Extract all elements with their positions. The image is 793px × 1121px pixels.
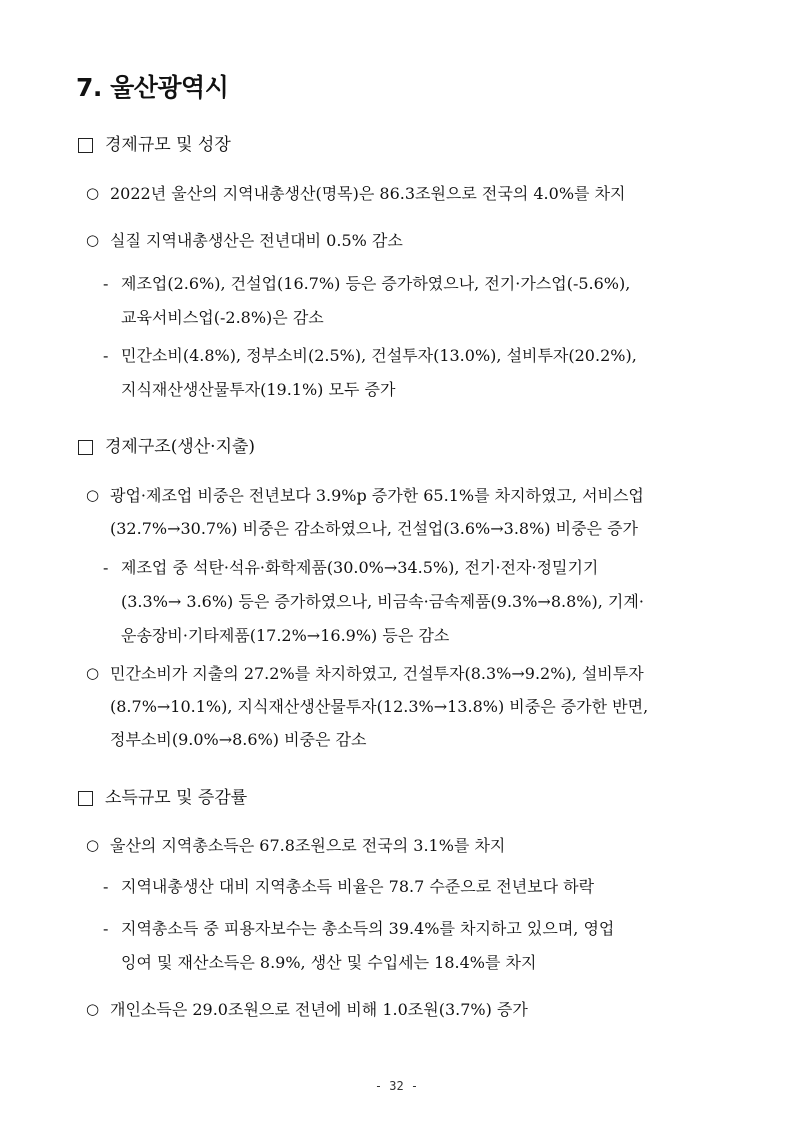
checkbox-square-icon [78, 791, 93, 806]
dash-text: 운송장비·기타제품(17.2%→16.9%) 등은 감소 [121, 626, 450, 645]
section-heading-income-scale [78, 786, 247, 810]
section-heading-text: 경제규모 및 성장 [105, 135, 231, 155]
section-heading-economy-scale [78, 133, 231, 157]
circle-bullet-icon: ○ [86, 836, 100, 854]
dash-item [103, 551, 725, 653]
dash-text: 지역총소득 중 피용자보수는 총소득의 39.4%를 차지하고 있으며, 영업 [121, 919, 615, 938]
dash-item [103, 912, 725, 980]
page-title: 7. 울산광역시 [76, 73, 229, 102]
checkbox-square-icon [78, 440, 93, 455]
circle-bullet-icon: ○ [86, 184, 100, 202]
circle-bullet-icon: ○ [86, 231, 100, 249]
bullet-item [86, 993, 726, 1026]
page-number: - 32 - [374, 1079, 419, 1093]
dash-marker: - [103, 346, 109, 365]
section-heading-economy-structure [78, 435, 255, 459]
circle-bullet-icon: ○ [86, 486, 100, 504]
dash-text: 제조업(2.6%), 건설업(16.7%) 등은 증가하였으나, 전기·가스업(-5.6%), [121, 274, 631, 293]
section-heading-text: 소득규모 및 증감률 [105, 788, 248, 808]
bullet-text: 개인소득은 29.0조원으로 전년에 비해 1.0조원(3.7%) 증가 [110, 1000, 528, 1019]
checkbox-square-icon [78, 138, 93, 153]
dash-item [103, 339, 725, 407]
dash-item [103, 267, 725, 335]
bullet-text: 울산의 지역총소득은 67.8조원으로 전국의 3.1%를 차지 [110, 836, 506, 855]
bullet-item [86, 224, 726, 257]
dash-text: 잉여 및 재산소득은 8.9%, 생산 및 수입세는 18.4%를 차지 [121, 953, 537, 972]
bullet-text: (32.7%→30.7%) 비중은 감소하였으나, 건설업(3.6%→3.8%) 비중은 증가 [110, 519, 639, 538]
section-heading-text: 경제구조(생산·지출) [105, 437, 256, 457]
dash-text: 제조업 중 석탄·석유·화학제품(30.0%→34.5%), 전기·전자·정밀기기 [121, 558, 599, 577]
dash-marker: - [103, 274, 109, 293]
dash-marker: - [103, 877, 109, 896]
bullet-text: 2022년 울산의 지역내총생산(명목)은 86.3조원으로 전국의 4.0%를 차지 [110, 184, 626, 203]
dash-text: 민간소비(4.8%), 정부소비(2.5%), 건설투자(13.0%), 설비투자(20.2%), [121, 346, 637, 365]
dash-text: 지역내총생산 대비 지역총소득 비율은 78.7 수준으로 전년보다 하락 [121, 877, 595, 896]
dash-text: 지식재산생산물투자(19.1%) 모두 증가 [121, 380, 396, 399]
dash-marker: - [103, 558, 109, 577]
bullet-item [86, 479, 726, 545]
bullet-text: 광업·제조업 비중은 전년보다 3.9%p 증가한 65.1%를 차지하였고, 서비스업 [110, 486, 644, 505]
bullet-text: 민간소비가 지출의 27.2%를 차지하였고, 건설투자(8.3%→9.2%), 설비투자 [110, 664, 644, 683]
bullet-item [86, 829, 726, 862]
dash-marker: - [103, 919, 109, 938]
bullet-text: 실질 지역내총생산은 전년대비 0.5% 감소 [110, 231, 403, 250]
circle-bullet-icon: ○ [86, 664, 100, 682]
bullet-item [86, 177, 726, 210]
dash-item [103, 870, 725, 904]
bullet-text: (8.7%→10.1%), 지식재산생산물투자(12.3%→13.8%) 비중은 증가한 반면, [110, 697, 649, 716]
bullet-text: 정부소비(9.0%→8.6%) 비중은 감소 [110, 730, 367, 749]
dash-text: (3.3%→ 3.6%) 등은 증가하였으나, 비금속·금속제품(9.3%→8.8%), 기계· [121, 592, 644, 611]
dash-text: 교육서비스업(-2.8%)은 감소 [121, 308, 324, 327]
circle-bullet-icon: ○ [86, 1000, 100, 1018]
bullet-item [86, 657, 726, 756]
